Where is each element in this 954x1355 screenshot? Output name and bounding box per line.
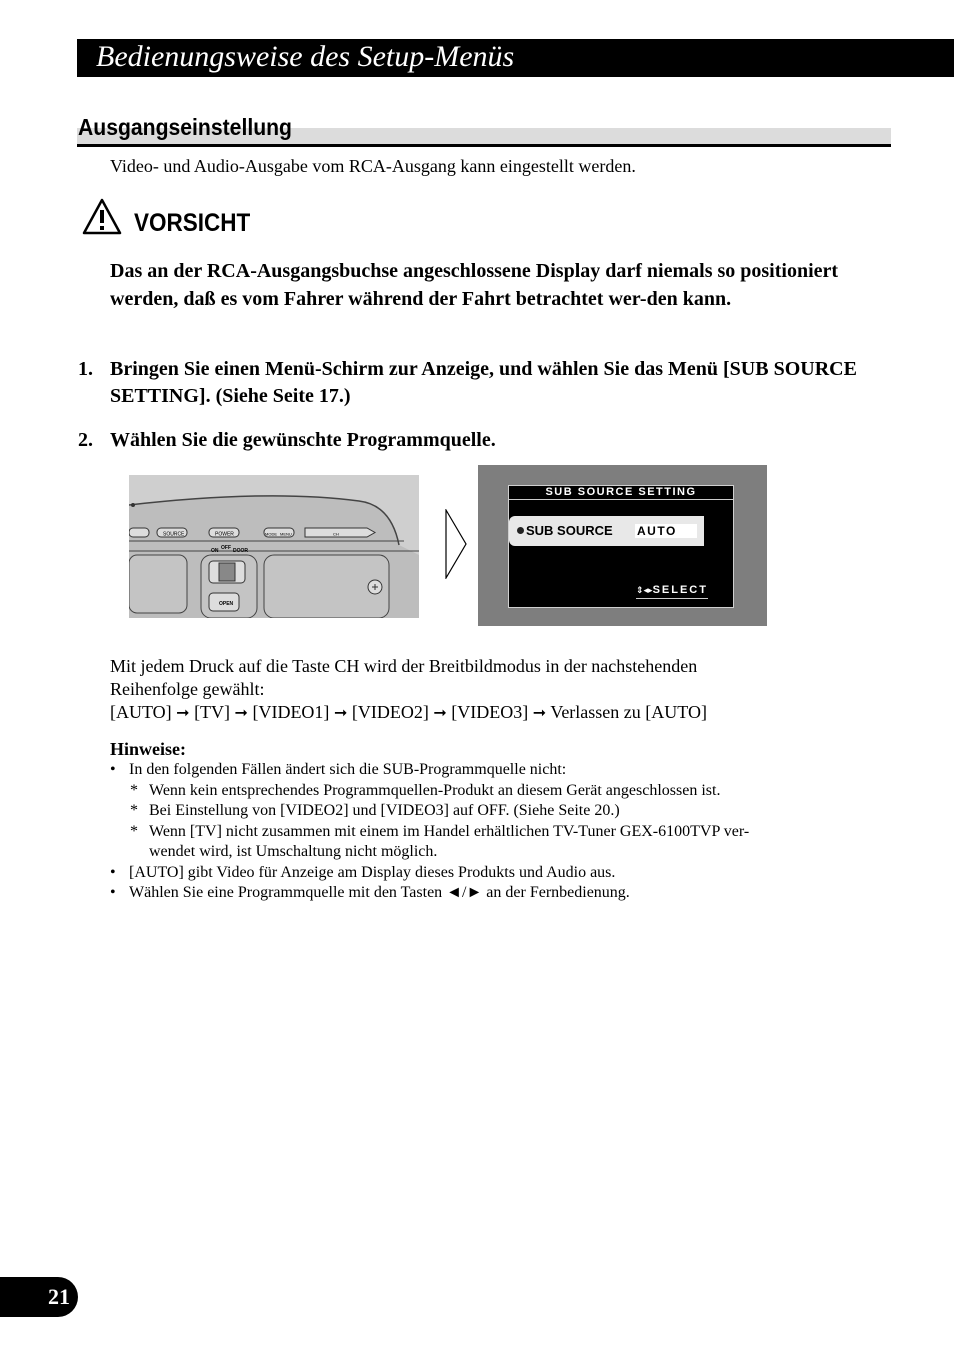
- panel-button-ch-label: CH: [333, 531, 339, 537]
- step-1-number: 1.: [78, 358, 93, 380]
- description-line-1: Mit jedem Druck auf die Taste CH wird der Breitbildmodus in der nachstehenden: [110, 656, 698, 676]
- arrow-right-icon: ➞: [333, 703, 348, 722]
- arrow-right-icon: ➞: [433, 703, 447, 722]
- sequence-item: [VIDEO3]: [451, 702, 529, 722]
- sequence-item: [AUTO]: [110, 702, 172, 722]
- panel-button-power-label: POWER: [215, 531, 234, 538]
- mode-sequence: [110, 701, 707, 724]
- note-subitem: Wenn kein entsprechendes Programmquellen-Produkt an diesem Gerät angeschlossen ist.: [149, 782, 721, 799]
- note-item: In den folgenden Fällen ändert sich die SUB-Programmquelle nicht:: [129, 761, 567, 778]
- arrow-right-icon: [445, 509, 467, 579]
- updown-leftright-arrows-icon: ⇕◂▸: [636, 585, 653, 595]
- note-subitem: Wenn [TV] nicht zusammen mit einem im Handel erhältlichen TV-Tuner GEX-6100TVP ver-: [149, 823, 750, 840]
- note-subitem-continuation: wendet wird, ist Umschaltung nicht möglich.: [149, 843, 438, 860]
- warning-icon: [82, 198, 122, 236]
- asterisk-icon: *: [130, 782, 138, 799]
- bullet-icon: •: [110, 864, 116, 881]
- sub-source-setting-screen: [478, 465, 767, 626]
- osd-sub-source-row[interactable]: [509, 516, 704, 546]
- section-heading-rule: [77, 144, 891, 147]
- panel-button-source-label: SOURCE: [163, 531, 185, 538]
- step-2-text: Wählen Sie die gewünschte Programmquelle.: [110, 429, 496, 451]
- switch-off-label: OFF: [221, 545, 231, 551]
- osd-sub-source-value: AUTO: [635, 524, 697, 538]
- osd-select-label: SELECT: [652, 584, 708, 596]
- asterisk-icon: *: [130, 823, 138, 840]
- notes-title: Hinweise:: [110, 739, 186, 759]
- sequence-item: [TV]: [194, 702, 231, 722]
- section-title: Ausgangseinstellung: [78, 114, 292, 140]
- page-header-title: Bedienungsweise des Setup-Menüs: [96, 40, 515, 73]
- arrow-right-icon: ➞: [176, 703, 190, 722]
- selection-dot-icon: [517, 527, 524, 534]
- osd-select-hint: [636, 583, 708, 599]
- page-number: 21: [48, 1284, 70, 1309]
- switch-on-label: ON: [211, 548, 219, 554]
- note-item: Wählen Sie eine Programmquelle mit den Tasten ◄/► an der Fernbedienung.: [129, 884, 630, 901]
- bullet-icon: •: [110, 884, 116, 901]
- panel-button-menu-label: MENU: [280, 531, 292, 537]
- device-panel-illustration: [129, 475, 419, 618]
- panel-button-mode-label: MODE: [265, 531, 277, 537]
- section-intro: Video- und Audio-Ausgabe vom RCA-Ausgang kann eingestellt werden.: [110, 156, 636, 176]
- note-subitem: Bei Einstellung von [VIDEO2] und [VIDEO3] auf OFF. (Siehe Seite 20.): [149, 802, 620, 819]
- arrow-right-icon: ➞: [532, 703, 547, 722]
- asterisk-icon: *: [130, 802, 138, 819]
- bullet-icon: •: [110, 761, 116, 778]
- caution-text: Das an der RCA-Ausgangsbuchse angeschlossene Display darf niemals so positioniert werden, daß es vom Fahrer während der Fahrt betrachtet wer-den kann.: [110, 260, 839, 310]
- sequence-item: [VIDEO2]: [351, 702, 429, 722]
- description-line-2: Reihenfolge gewählt:: [110, 679, 265, 699]
- step-1-text: Bringen Sie einen Menü-Schirm zur Anzeige, und wählen Sie das Menü [SUB SOURCE SETTING]. (Siehe Seite 17.): [110, 358, 857, 407]
- step-2-number: 2.: [78, 429, 93, 451]
- sequence-item: Verlassen zu [AUTO]: [550, 702, 707, 722]
- arrow-right-icon: ➞: [234, 703, 248, 722]
- open-button-label: OPEN: [219, 601, 234, 607]
- osd-menu-title: SUB SOURCE SETTING: [509, 485, 733, 500]
- caution-label: VORSICHT: [134, 209, 251, 237]
- sequence-item: [VIDEO1]: [252, 702, 330, 722]
- switch-door-label: DOOR: [233, 548, 248, 554]
- osd-sub-source-label: SUB SOURCE: [526, 523, 613, 538]
- note-item: [AUTO] gibt Video für Anzeige am Display dieses Produkts und Audio aus.: [129, 864, 616, 881]
